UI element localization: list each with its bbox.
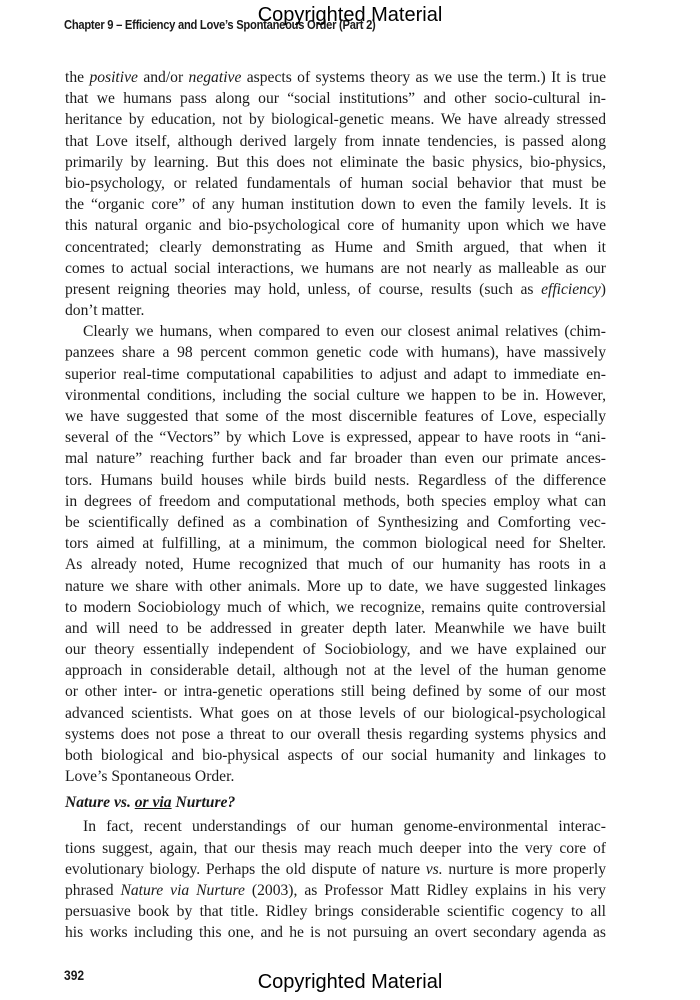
running-head: Chapter 9 – Efficiency and Love’s Spontaneous Order (Part 2)	[64, 17, 376, 32]
text-line: advanced scientists. What goes on at those levels of our biological-psychological	[65, 704, 606, 722]
text-line: mal nature” reaching further back and far broader than even our primate ances-	[65, 450, 606, 468]
emphasis: negative	[188, 69, 242, 86]
text-line: or other inter- or intra-genetic operations still being defined by some of our most	[65, 683, 606, 701]
section-heading: Nature vs. or via Nurture?	[65, 794, 236, 812]
paragraph-1	[65, 67, 606, 321]
text-line: bio-psychology, or related fundamentals of human social behavior that must be	[65, 174, 606, 192]
text-line: Love’s Spontaneous Order.	[65, 768, 235, 786]
paragraph-3	[65, 816, 606, 943]
text-line: primarily by learning. But this does not eliminate the basic physics, bio-physics,	[65, 153, 606, 171]
text-line: the “organic core” of any human institution down to even the family levels. It is	[65, 196, 606, 214]
book-title: Nature via Nurture	[120, 881, 245, 899]
text-line: concentrated; clearly demonstrating as Hume and Smith argued, that when it	[65, 238, 606, 256]
text-line: approach in considerable detail, although not at the level of the human genome	[65, 662, 606, 680]
copyright-watermark-top: Copyrighted Material	[257, 4, 443, 26]
emphasis: efficiency	[541, 280, 601, 298]
text-line: his works including this one, and he is not pursuing an overt secondary agenda as	[65, 924, 606, 942]
text-line: systems does not pose a threat to our overall thesis regarding systems physics and	[65, 725, 606, 743]
text-line: our theory essentially independent of Sociobiology, and we have explained our	[65, 641, 606, 659]
text-line: panzees share a 98 percent common genetic code with humans), have massively	[65, 344, 606, 362]
emphasis: positive	[89, 69, 138, 86]
text-line: several of the “Vectors” by which Love is expressed, appear to have roots in “ani-	[65, 429, 606, 447]
text-line: heritance by education, not by biological-genetic means. We have already stressed	[65, 111, 606, 129]
text-line: to modern Sociobiology much of which, we recognize, remains quite controversial	[65, 598, 606, 616]
underlined-emphasis: or via	[134, 794, 172, 812]
text-line: comes to actual social interactions, we humans are not nearly as malleable as our	[65, 259, 606, 277]
text-line: nature we share with other animals. More up to date, we have suggested linkages	[65, 577, 606, 595]
text-line: in degrees of freedom and computational methods, both species employ what can	[65, 492, 606, 510]
copyright-watermark-bottom: Copyrighted Material	[257, 971, 443, 993]
text-line: persuasive book by that title. Ridley brings considerable scientific cogency to all	[65, 903, 606, 921]
text-line: the positive and/or negative aspects of systems theory as we use the term.) It is true	[65, 69, 606, 86]
text-line: we have suggested that some of the most discernible features of Love, especially	[65, 408, 606, 425]
text-line: and will need to be addressed in greater depth later. Meanwhile we have built	[65, 619, 606, 637]
text-line: evolutionary biology. Perhaps the old dispute of nature vs. nurture is more properly	[65, 860, 606, 878]
text-line: phrased Nature via Nurture (2003), as Professor Matt Ridley explains in his very	[65, 881, 606, 899]
text-line: Clearly we humans, when compared to even our closest animal relatives (chim-	[83, 323, 606, 341]
emphasis: vs.	[425, 860, 443, 878]
page-number: 392	[64, 967, 85, 983]
text-line: both biological and bio-physical aspects of our social humanity and linkages to	[65, 747, 606, 764]
text-line: superior real-time computational capabilities to adjust and adapt to immediate en-	[65, 365, 606, 383]
text-line: vironmental conditions, including the social culture we happen to be in. However,	[65, 386, 606, 404]
text-line: be scientifically defined as a combination of Synthesizing and Comforting vec-	[65, 513, 606, 531]
text-line: present reigning theories may hold, unless, of course, results (such as efficiency)	[65, 280, 606, 298]
text-line: tors aimed at fulfilling, at a minimum, the common biological need for Shelter.	[65, 535, 606, 553]
page-body	[65, 67, 606, 944]
text-line: that Love itself, although derived largely from innate tendencies, is passed along	[65, 132, 606, 150]
text-line: tions suggest, again, that our thesis may reach much deeper into the very core of	[65, 839, 606, 857]
text-line: As already noted, Hume recognized that much of our humanity has roots in a	[65, 556, 606, 574]
text-line: that we humans pass along our “social institutions” and other socio-cultural in-	[65, 90, 606, 108]
text-line: In fact, recent understandings of our human genome-environmental interac-	[83, 818, 606, 836]
text-line: this natural organic and bio-psychological core of humanity upon which we have	[65, 217, 606, 235]
text-line: tors. Humans build houses while birds build nests. Regardless of the difference	[65, 471, 606, 489]
text-line: don’t matter.	[65, 302, 145, 320]
paragraph-2	[65, 321, 606, 787]
